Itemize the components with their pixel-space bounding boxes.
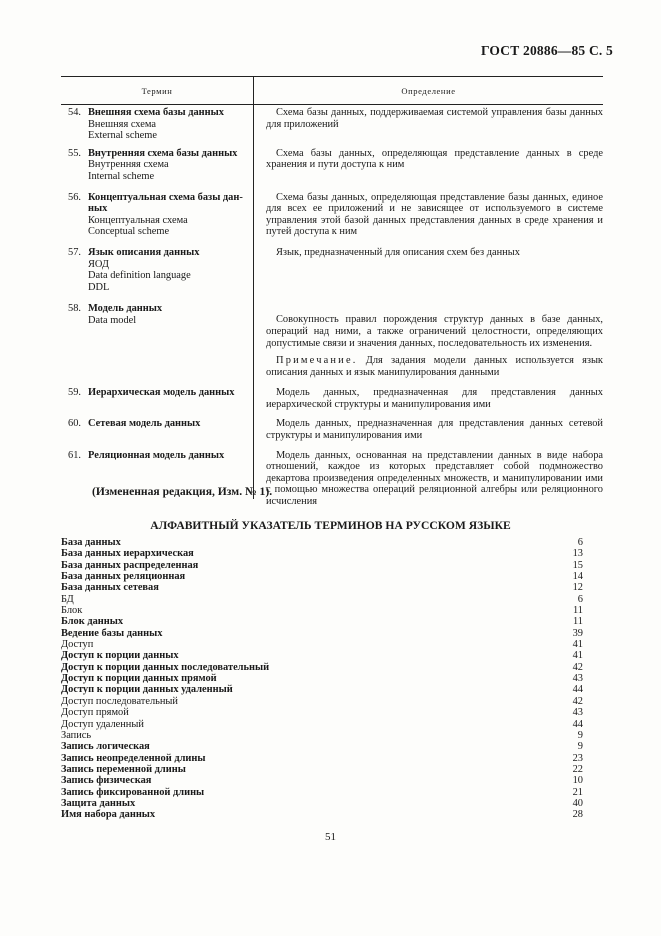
term-synonym: Data model xyxy=(88,314,137,326)
term-title: Концептуальная схема базы дан- xyxy=(88,191,243,203)
index-entry xyxy=(61,741,583,752)
term-cell xyxy=(61,107,253,142)
page-header: ГОСТ 20886—85 С. 5 xyxy=(480,43,613,58)
term-number: 58. xyxy=(68,303,81,315)
index-term: Запись логическая xyxy=(61,741,150,753)
index-term: Запись фиксированной длины xyxy=(61,786,205,798)
term-cell xyxy=(61,192,253,238)
index-entry xyxy=(61,560,583,571)
index-entry xyxy=(61,594,583,605)
index-page-ref: 42 xyxy=(572,695,583,707)
table-row xyxy=(61,247,603,293)
definition-text: Совокупность правил порождения структур данных в базе данных, операций над ними, а также ограничений целостности, определяющих допустимые связи и значения данных, последовательность их изменения. xyxy=(266,314,603,349)
index-entry xyxy=(61,684,583,695)
definition-cell xyxy=(253,418,603,441)
index-page-ref: 9 xyxy=(577,729,583,741)
table-header xyxy=(61,76,603,105)
index-term: Доступ к порции данных удаленный xyxy=(61,684,233,696)
term-title: Внутренняя схема базы данных xyxy=(88,147,238,159)
definition-note xyxy=(266,355,603,378)
index-term: Имя набора данных xyxy=(61,809,156,821)
index-entry xyxy=(61,707,583,718)
definition-cell xyxy=(253,303,603,378)
amendment-note: (Измененная редакция, Изм. № 1). xyxy=(92,485,273,498)
term-cell xyxy=(61,303,253,378)
index-page-ref: 11 xyxy=(572,616,583,628)
table-row xyxy=(61,107,603,142)
index-page-ref: 43 xyxy=(572,673,583,685)
index-term: Ведение базы данных xyxy=(61,627,163,639)
term-synonym: Концептуальная схема xyxy=(88,214,188,226)
term-number: 57. xyxy=(68,246,81,258)
index-entry xyxy=(61,798,583,809)
definition-cell xyxy=(253,247,603,293)
term-number: 56. xyxy=(68,191,81,203)
term-synonym: Внешняя схема xyxy=(88,118,156,130)
term-number: 60. xyxy=(68,418,81,430)
column-header-definition: Определение xyxy=(253,77,603,104)
note-text: Для задания модели данных используется язык описания данных и язык манипулирования данными xyxy=(266,355,603,378)
term-title: Сетевая модель данных xyxy=(88,418,201,430)
index-term: Запись неопределенной длины xyxy=(61,752,206,764)
definition-text: Схема базы данных, определяющая представление базы данных, единое для всех ее приложений и не зависящее от используемого в системе управления этой базой данных представления данных в среде хранения и путей доступа к ним xyxy=(266,191,603,238)
index-page-ref: 28 xyxy=(572,809,583,821)
index-term: Запись xyxy=(61,729,92,741)
index-entry xyxy=(61,775,583,786)
index-page-ref: 43 xyxy=(572,707,583,719)
index-term: Доступ к порции данных последовательный xyxy=(61,661,270,673)
index-page-ref: 41 xyxy=(572,639,583,651)
term-cell xyxy=(61,247,253,293)
index-page-ref: 42 xyxy=(572,661,583,673)
index-entry xyxy=(61,764,583,775)
definition-text: Схема базы данных, определяющая представление данных в среде хранения и пути доступа к ним xyxy=(266,147,603,171)
index-entry xyxy=(61,616,583,627)
index-entry xyxy=(61,787,583,798)
definition-cell xyxy=(253,387,603,410)
index-page-ref: 6 xyxy=(577,537,583,548)
term-cell xyxy=(61,148,253,183)
term-synonym: ЯОД xyxy=(88,258,110,270)
column-header-term: Термин xyxy=(141,85,173,96)
index-title: АЛФАВИТНЫЙ УКАЗАТЕЛЬ ТЕРМИНОВ НА РУССКОМ ЯЗЫКЕ xyxy=(150,519,511,532)
table-row xyxy=(61,450,603,508)
index-entry xyxy=(61,628,583,639)
index-term: Запись физическая xyxy=(61,775,152,787)
definition-text: Схема базы данных, поддерживаемая системой управления базы данных для приложений xyxy=(266,107,603,130)
definition-cell xyxy=(253,107,603,142)
index-entry xyxy=(61,582,583,593)
term-synonym: Conceptual scheme xyxy=(88,226,170,238)
index-entry xyxy=(61,639,583,650)
index-page-ref: 13 xyxy=(572,548,583,560)
index-term: Доступ удаленный xyxy=(61,718,144,730)
term-title: Реляционная модель данных xyxy=(88,449,225,461)
term-synonym: Внутренняя схема xyxy=(88,159,169,171)
index-entry xyxy=(61,696,583,707)
index-page-ref: 44 xyxy=(572,718,583,730)
index-page-ref: 15 xyxy=(572,559,583,571)
term-title: Модель данных xyxy=(88,303,163,315)
index-page-ref: 22 xyxy=(572,763,583,775)
index-page-ref: 39 xyxy=(572,627,583,639)
index-term: БД xyxy=(61,593,74,605)
index-entry xyxy=(61,605,583,616)
term-number: 61. xyxy=(68,449,81,461)
index-page-ref: 21 xyxy=(572,786,583,798)
index-entry xyxy=(61,673,583,684)
term-cell xyxy=(61,450,253,508)
index-term: Доступ xyxy=(61,639,94,651)
index-term: Запись переменной длины xyxy=(61,763,186,775)
term-title: Внешняя схема базы данных xyxy=(88,107,224,118)
index-term: Блок xyxy=(61,605,83,617)
index-page-ref: 40 xyxy=(572,797,583,809)
term-cell xyxy=(61,418,253,441)
index-entry xyxy=(61,537,583,548)
index-term: Доступ прямой xyxy=(61,707,129,719)
index-term: Доступ последовательный xyxy=(61,695,178,707)
terms-table xyxy=(61,76,603,508)
definition-cell xyxy=(253,192,603,238)
index-page-ref: 12 xyxy=(572,582,583,594)
term-number: 54. xyxy=(68,107,81,118)
index-page-ref: 6 xyxy=(577,593,583,605)
index-entry xyxy=(61,719,583,730)
term-number: 59. xyxy=(68,387,81,399)
term-cell xyxy=(61,387,253,410)
table-row xyxy=(61,387,603,410)
index-page-ref: 9 xyxy=(577,741,583,753)
term-title: Язык описания данных xyxy=(88,246,200,258)
index-page-ref: 11 xyxy=(572,605,583,617)
definition-text: Модель данных, основанная на представлении данных в виде набора отношений, каждое из которых представляет собой подмножество декартова произведения определенных множеств, и манипулировании ими с помощью множества операций реляционной алгебры или реляционного исчисления xyxy=(266,449,603,508)
table-row xyxy=(61,303,603,378)
table-row xyxy=(61,418,603,441)
index-entry xyxy=(61,809,583,820)
index-page-ref: 14 xyxy=(572,571,583,583)
index-term: База данных xyxy=(61,537,121,548)
term-number: 55. xyxy=(68,147,81,159)
definition-text: Модель данных, предназначенная для представления данных сетевой структуры и манипулирования ими xyxy=(266,418,603,442)
index-entry xyxy=(61,662,583,673)
index-page-ref: 23 xyxy=(572,752,583,764)
index-page-ref: 41 xyxy=(572,650,583,662)
term-synonym: External scheme xyxy=(88,130,157,142)
term-title: Иерархическая модель данных xyxy=(88,387,235,399)
term-title-continued: ных xyxy=(88,203,108,215)
index-entry xyxy=(61,650,583,661)
index-term: База данных иерархическая xyxy=(61,548,194,560)
term-synonym: DDL xyxy=(88,281,110,293)
index-list xyxy=(61,537,583,821)
index-term: Доступ к порции данных xyxy=(61,650,179,662)
index-term: База данных реляционная xyxy=(61,571,186,583)
definition-cell xyxy=(253,450,603,508)
term-synonym: Data definition language xyxy=(88,270,191,282)
index-term: База данных сетевая xyxy=(61,582,159,594)
index-entry xyxy=(61,730,583,741)
table-body xyxy=(61,105,603,508)
index-term: Доступ к порции данных прямой xyxy=(61,673,217,685)
index-entry xyxy=(61,548,583,559)
definition-text: Язык, предназначенный для описания схем без данных xyxy=(276,246,520,258)
index-page-ref: 10 xyxy=(572,775,583,787)
note-label: Примечание. xyxy=(276,355,358,367)
index-term: Защита данных xyxy=(61,797,136,809)
page-number: 51 xyxy=(325,831,336,843)
definition-cell xyxy=(253,148,603,183)
term-synonym: Internal scheme xyxy=(88,170,155,182)
index-entry xyxy=(61,753,583,764)
index-term: Блок данных xyxy=(61,616,124,628)
table-row xyxy=(61,148,603,183)
index-entry xyxy=(61,571,583,582)
definition-text: Модель данных, предназначенная для представления данных иерархической структуры и манипулирования ими xyxy=(266,387,603,410)
index-term: База данных распределенная xyxy=(61,559,199,571)
table-row xyxy=(61,192,603,238)
index-page-ref: 44 xyxy=(572,684,583,696)
